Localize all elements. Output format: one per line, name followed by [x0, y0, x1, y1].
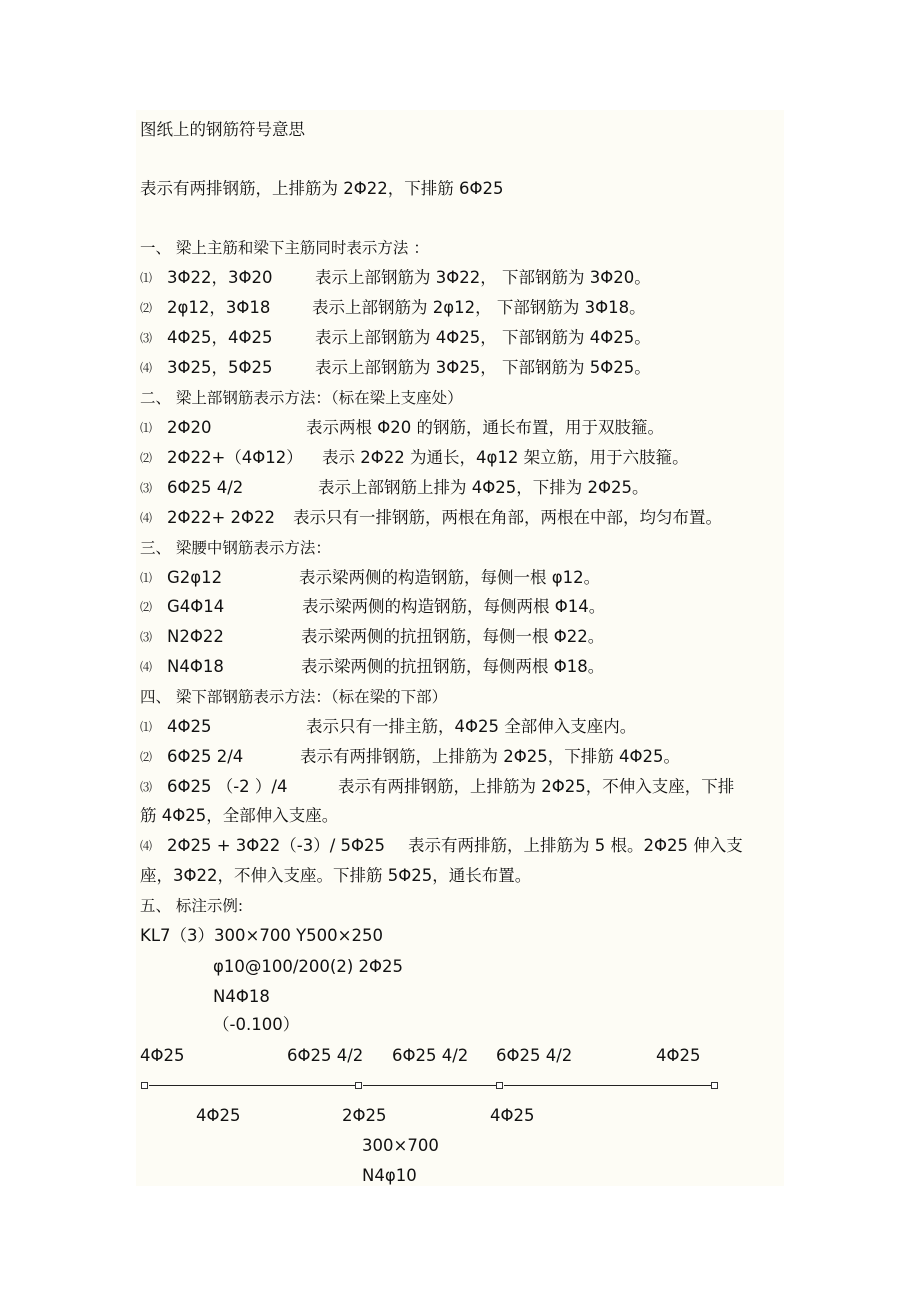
section-3-heading: 三、 梁腰中钢筋表示方法：: [140, 539, 331, 557]
bottom-rebar-label: 2Φ25: [342, 1106, 387, 1125]
torsion-bar-spec: N4Φ18: [213, 987, 270, 1006]
item-marker: ⑶: [140, 481, 153, 495]
item-description: 表示两根 Φ20 的钢筋，通长布置，用于双肢箍。: [306, 418, 664, 437]
support-node: [355, 1082, 362, 1089]
item-code: 4Φ25，4Φ25: [167, 328, 273, 347]
item-code: 4Φ25: [167, 717, 212, 736]
beam-span-line: [149, 1085, 355, 1086]
top-rebar-label: 6Φ25 4/2: [392, 1046, 469, 1065]
section-size: 300×700: [362, 1136, 439, 1155]
item-description-continued: 座，3Φ22，不伸入支座。下排筋 5Φ25，通长布置。: [140, 866, 532, 885]
item-marker: ⑷: [140, 511, 153, 525]
top-rebar-label: 4Φ25: [140, 1046, 185, 1065]
top-rebar-label: 6Φ25 4/2: [496, 1046, 573, 1065]
item-description: 表示上部钢筋为 3Φ22， 下部钢筋为 3Φ20。: [315, 268, 651, 287]
item-marker: ⑵: [140, 750, 153, 764]
item-marker: ⑷: [140, 660, 153, 674]
item-description: 表示有两排钢筋，上排筋为 2Φ25，下排筋 4Φ25。: [300, 747, 680, 766]
item-description: 表示上部钢筋为 3Φ25， 下部钢筋为 5Φ25。: [315, 358, 651, 377]
item-code: G2φ12: [167, 568, 223, 587]
item-marker: ⑷: [140, 839, 153, 853]
item-description: 表示有两排钢筋，上排筋为 2Φ25，不伸入支座，下排: [338, 777, 735, 796]
item-description: 表示只有一排钢筋，两根在角部，两根在中部，均匀布置。: [293, 508, 722, 527]
item-marker: ⑴: [140, 571, 153, 585]
item-marker: ⑴: [140, 271, 153, 285]
support-node: [496, 1082, 503, 1089]
item-marker: ⑶: [140, 331, 153, 345]
item-code: 3Φ22，3Φ20: [167, 268, 273, 287]
elevation-offset: （-0.100）: [213, 1015, 300, 1034]
side-bar-spec: N4φ10: [362, 1166, 417, 1185]
item-description: 表示有两排筋，上排筋为 5 根。2Φ25 伸入支: [408, 836, 743, 855]
item-description: 表示梁两侧的抗扭钢筋，每侧一根 Φ22。: [301, 627, 605, 646]
item-description: 表示梁两侧的抗扭钢筋，每侧两根 Φ18。: [301, 657, 605, 676]
item-code: 2Φ22+（4Φ12）: [167, 448, 303, 467]
item-description-continued: 筋 4Φ25，全部伸入支座。: [140, 806, 339, 825]
item-code: 2Φ22+ 2Φ22: [167, 508, 276, 527]
item-marker: ⑴: [140, 720, 153, 734]
section-1-heading: 一、 梁上主筋和梁下主筋同时表示方法 ：: [140, 239, 429, 257]
item-description: 表示上部钢筋上排为 4Φ25，下排为 2Φ25。: [318, 478, 649, 497]
intro-line: 表示有两排钢筋，上排筋为 2Φ22，下排筋 6Φ25: [140, 179, 504, 198]
top-rebar-label: 6Φ25 4/2: [287, 1046, 364, 1065]
item-code: G4Φ14: [167, 597, 225, 616]
item-code: N4Φ18: [167, 657, 224, 676]
item-description: 表示上部钢筋为 2φ12， 下部钢筋为 3Φ18。: [312, 298, 646, 317]
beam-span-line: [504, 1085, 711, 1086]
item-marker: ⑵: [140, 451, 153, 465]
stirrup-spec: φ10@100/200(2) 2Φ25: [213, 957, 404, 976]
item-code: 6Φ25 （-2 ）/4: [167, 777, 288, 796]
beam-span-line: [363, 1085, 496, 1086]
section-4-heading: 四、 梁下部钢筋表示方法：（标在梁的下部）: [140, 688, 448, 706]
item-marker: ⑴: [140, 421, 153, 435]
item-marker: ⑵: [140, 600, 153, 614]
section-2-heading: 二、 梁上部钢筋表示方法：（标在梁上支座处）: [140, 389, 463, 407]
item-code: 6Φ25 4/2: [167, 478, 244, 497]
item-marker: ⑶: [140, 780, 153, 794]
item-code: 2Φ25 + 3Φ22（-3）/ 5Φ25: [167, 836, 386, 855]
item-description: 表示只有一排主筋，4Φ25 全部伸入支座内。: [306, 717, 637, 736]
item-code: 6Φ25 2/4: [167, 747, 244, 766]
item-marker: ⑵: [140, 301, 153, 315]
item-code: 2Φ20: [167, 418, 212, 437]
item-description: 表示 2Φ22 为通长，4φ12 架立筋，用于六肢箍。: [322, 448, 689, 467]
item-description: 表示上部钢筋为 4Φ25， 下部钢筋为 4Φ25。: [315, 328, 651, 347]
item-code: 2φ12，3Φ18: [167, 298, 271, 317]
bottom-rebar-label: 4Φ25: [196, 1106, 241, 1125]
item-description: 表示梁两侧的构造钢筋，每侧两根 Φ14。: [302, 597, 606, 616]
item-marker: ⑷: [140, 361, 153, 375]
top-rebar-label: 4Φ25: [656, 1046, 701, 1065]
support-node: [711, 1082, 718, 1089]
beam-designation: KL7（3）300×700 Y500×250: [140, 926, 383, 945]
item-description: 表示梁两侧的构造钢筋，每侧一根 φ12。: [299, 568, 601, 587]
document-title: 图纸上的钢筋符号意思: [140, 120, 305, 139]
section-5-heading: 五、 标注示例:: [140, 897, 244, 915]
item-marker: ⑶: [140, 630, 153, 644]
item-code: N2Φ22: [167, 627, 224, 646]
support-node: [141, 1082, 148, 1089]
bottom-rebar-label: 4Φ25: [490, 1106, 535, 1125]
item-code: 3Φ25，5Φ25: [167, 358, 273, 377]
